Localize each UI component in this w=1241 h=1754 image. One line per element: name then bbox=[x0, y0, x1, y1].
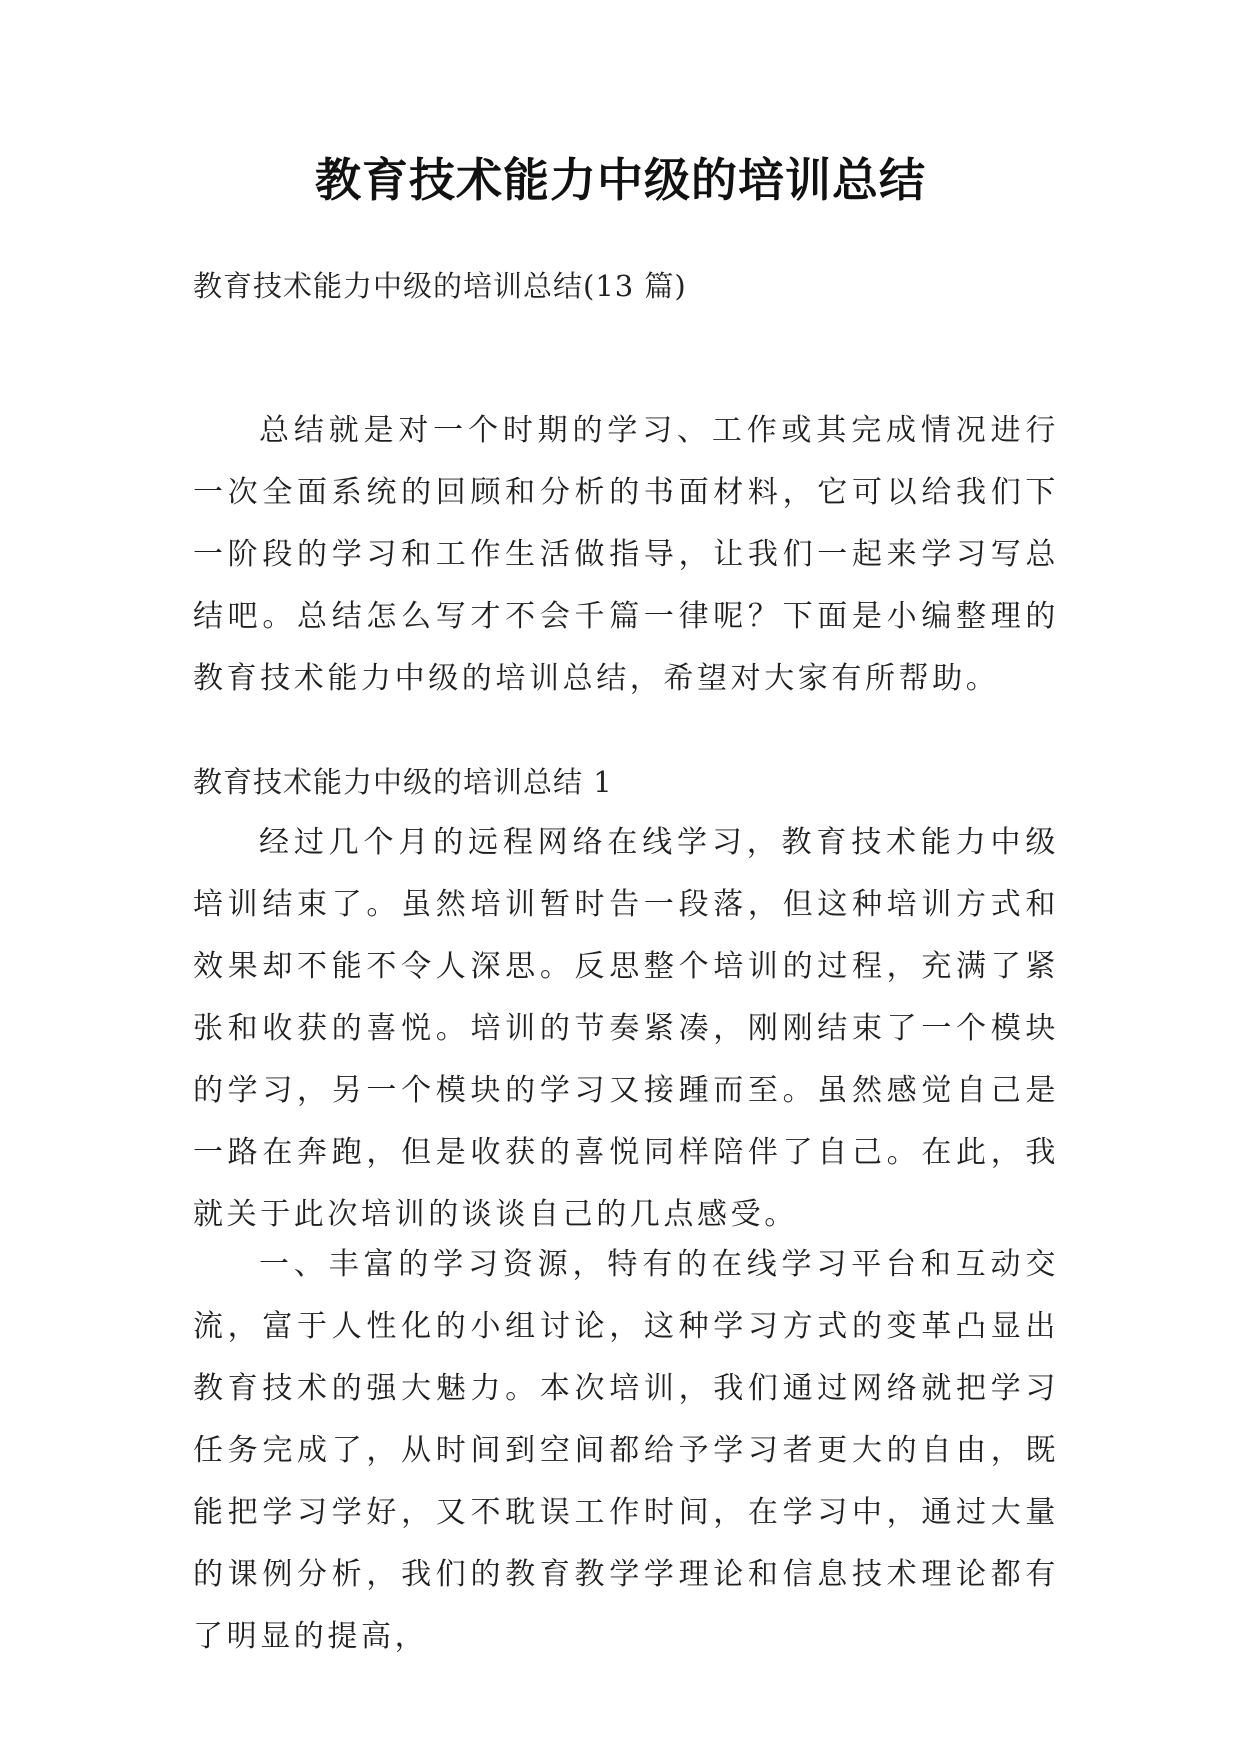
section-paragraph: 经过几个月的远程网络在线学习，教育技术能力中级培训结束了。虽然培训暂时告一段落，但这种培训方式和效果却不能不令人深思。反思整个培训的过程，充满了紧张和收获的喜悦。培训的节奏紧凑，刚刚结束了一个模块的学习，另一个模块的学习又接踵而至。虽然感觉自己是一路在奔跑，但是收获的喜悦同样陪伴了自己。在此，我就关于此次培训的谈谈自己的几点感受。 bbox=[193, 825, 1059, 1232]
document-subtitle: 教育技术能力中级的培训总结(13 篇) bbox=[193, 269, 687, 303]
section-paragraph: 一、丰富的学习资源，特有的在线学习平台和互动交流，富于人性化的小组讨论，这种学习方式的变革凸显出教育技术的强大魅力。本次培训，我们通过网络就把学习任务完成了，从时间到空间都给予学习者更大的自由，既能把学习学好，又不耽误工作时间，在学习中，通过大量的课例分析，我们的教育教学学理论和信息技术理论都有了明显的提高， bbox=[193, 1247, 1059, 1654]
intro-paragraph: 总结就是对一个时期的学习、工作或其完成情况进行一次全面系统的回顾和分析的书面材料，它可以给我们下一阶段的学习和工作生活做指导，让我们一起来学习写总结吧。总结怎么写才不会千篇一律呢？下面是小编整理的教育技术能力中级的培训总结，希望对大家有所帮助。 bbox=[193, 413, 1059, 696]
document-title: 教育技术能力中级的培训总结 bbox=[315, 153, 926, 207]
section-heading: 教育技术能力中级的培训总结 1 bbox=[193, 765, 613, 799]
